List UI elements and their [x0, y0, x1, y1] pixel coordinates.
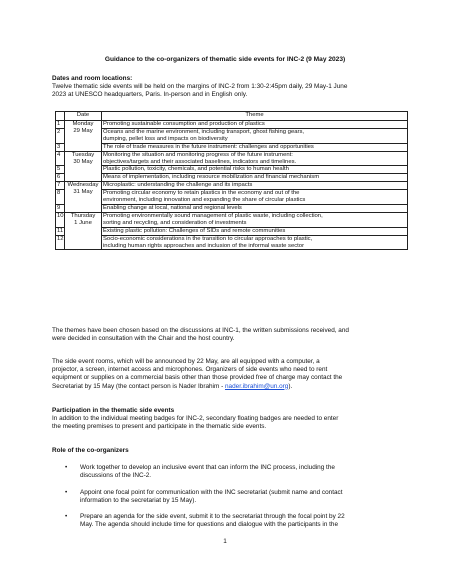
row-number: 3 — [56, 143, 65, 151]
bullet-line: May. The agenda should include time for questions and dialogue with the participants in the — [80, 521, 339, 529]
table-row — [56, 235, 408, 250]
paragraph-line: equipment or supplies on a commercial basis other than those provided free of charge may contact the — [52, 374, 343, 382]
table-header-theme: Theme — [102, 112, 408, 121]
paragraph-line: The themes have been chosen based on the discussions at INC-1, the written submissions received, and — [52, 327, 349, 334]
theme-cell — [102, 143, 408, 151]
paragraph-line: In addition to the individual meeting badges for INC-2, secondary floating badges are needed to enter — [52, 415, 339, 423]
table-header-date: Date — [65, 112, 102, 121]
theme-cell — [102, 182, 408, 190]
theme-line: Promoting circular economy to retain plastics in the economy and out of the — [103, 190, 300, 197]
date-date: 29 May — [73, 127, 93, 134]
row-number: 8 — [56, 190, 65, 205]
theme-cell — [102, 128, 408, 143]
theme-line: objectives/targets and their associated baselines, indicators and timelines. — [103, 158, 297, 165]
table-header-row — [56, 112, 408, 121]
table-header-num — [56, 112, 65, 121]
row-number: 9 — [56, 204, 65, 212]
table-row — [56, 151, 408, 166]
theme-line: Means of implementation, including resource mobilization and financial mechanism — [103, 174, 320, 181]
theme-cell — [102, 174, 408, 182]
themes-paragraph — [52, 327, 406, 343]
theme-line: sorting and recycling, and consideration of investments — [103, 219, 247, 226]
date-date: 31 May — [73, 189, 93, 196]
theme-line: Socio-economic considerations in the transition to circular approaches to plastic, — [103, 235, 313, 242]
theme-line: Enabling change at local, national and regional levels — [103, 204, 242, 211]
row-number: 12 — [56, 235, 65, 250]
paragraph-line: were decided in consultation with the Chair and the host country. — [52, 335, 235, 343]
list-item — [52, 513, 406, 529]
row-number: 5 — [56, 166, 65, 174]
date-day: Thursday — [70, 212, 96, 219]
paragraph-text: Secretariat by 15 May (the contact person is Nader Ibrahim - — [52, 382, 225, 390]
bullet-icon: • — [65, 513, 68, 521]
theme-line: Existing plastic pollution: Challenges of SIDs and remote communities — [103, 227, 286, 234]
row-number: 10 — [56, 212, 65, 227]
theme-line: Microplastic: understanding the challenge and its impacts — [103, 182, 253, 189]
row-number: 2 — [56, 128, 65, 143]
bullet-line: discussions of the INC-2. — [80, 472, 152, 480]
date-cell — [65, 182, 102, 213]
date-day: Tuesday — [71, 151, 95, 158]
page-number: 1 — [223, 538, 227, 545]
bullet-icon: • — [65, 464, 68, 472]
row-number: 1 — [56, 121, 65, 129]
contact-email-link[interactable]: nader.ibrahim@un.org — [224, 382, 289, 390]
theme-cell — [102, 227, 408, 235]
table-row — [56, 143, 408, 151]
list-item — [52, 489, 406, 505]
row-number: 11 — [57, 227, 64, 234]
row-number: 7 — [56, 182, 65, 190]
paragraph-line: projector, a screen, internet access and microphones. Organizers of side events who need to rent — [52, 366, 328, 374]
bullet-icon: • — [65, 488, 68, 496]
date-day: Monday — [72, 121, 94, 127]
paragraph-line — [52, 383, 406, 391]
theme-cell — [102, 190, 408, 205]
theme-line: Oceans and the marine environment, including transport, ghost fishing gears, — [103, 128, 305, 135]
schedule-table — [55, 111, 408, 250]
dates-para-line: Twelve thematic side events will be held on the margins of INC-2 from 1:30-2:45pm daily, 29 May-1 June — [52, 83, 348, 91]
dates-heading: Dates and room locations: — [52, 75, 133, 82]
date-cell — [65, 151, 102, 182]
document-title: Guidance to the co-organizers of thematic side events for INC-2 (9 May 2023) — [104, 56, 346, 63]
theme-line: Monitoring the situation and monitoring progress of the future instrument: — [103, 151, 293, 158]
theme-cell — [102, 121, 408, 129]
bullet-line: Appoint one focal point for communication with the INC secretariat (submit name and contact — [80, 488, 343, 496]
theme-line: Promoting sustainable consumption and production of plastics — [103, 121, 265, 127]
table-row — [56, 121, 408, 129]
rooms-paragraph — [52, 358, 406, 391]
theme-cell — [102, 212, 408, 227]
table-row — [56, 128, 408, 143]
theme-line: environment, including innovation and expanding the share of circular plastics — [103, 197, 306, 204]
bullet-line: Prepare an agenda for the side event, submit it to the secretariat through the focal point by 22 — [80, 513, 345, 521]
table-row — [56, 204, 408, 212]
date-date: 1 June — [74, 219, 92, 226]
dates-section — [52, 75, 406, 100]
theme-line: Promoting environmentally sound management of plastic waste, including collection, — [103, 212, 323, 219]
role-bullet-list — [52, 464, 406, 529]
participation-section — [52, 407, 406, 432]
role-section — [52, 447, 406, 537]
theme-line: dumping, pellet loss and impacts on biodiversity — [103, 135, 228, 142]
theme-cell — [102, 166, 408, 174]
paragraph-line: The side event rooms, which will be announced by 22 May, are all equipped with a computer, a — [52, 358, 320, 365]
paragraph-line: the meeting premises to present and participate in the thematic side events. — [52, 423, 267, 431]
theme-cell — [102, 204, 408, 212]
theme-line: including human rights approaches and inclusion of the informal waste sector — [103, 242, 305, 249]
date-cell — [65, 212, 102, 250]
theme-cell — [102, 235, 408, 250]
paragraph-text: ). — [288, 382, 293, 390]
table-row — [56, 190, 408, 205]
date-date: 30 May — [73, 158, 93, 165]
table-row — [56, 182, 408, 190]
table-row — [56, 166, 408, 174]
bullet-line: information to the secretariat by 15 May). — [80, 496, 197, 504]
theme-line: The role of trade measures in the future instrument: challenges and opportunities — [103, 143, 314, 150]
theme-cell — [102, 151, 408, 166]
table-row — [56, 212, 408, 227]
dates-para-line: 2023 at UNESCO headquarters, Paris. In-person and in English only. — [52, 91, 248, 99]
table-row — [56, 174, 408, 182]
row-number: 6 — [56, 174, 65, 182]
bullet-line: Work together to develop an inclusive event that can inform the INC process, including the — [80, 464, 335, 472]
row-number: 4 — [56, 151, 65, 166]
table-row — [56, 227, 408, 235]
date-cell — [65, 121, 102, 152]
participation-heading: Participation in the thematic side events — [52, 407, 175, 414]
theme-line: Plastic pollution, toxicity, chemicals, and potential risks to human health — [103, 166, 289, 173]
date-day: Wednesday — [67, 182, 99, 189]
role-heading: Role of the co-organizers — [52, 447, 129, 454]
list-item — [52, 464, 406, 480]
